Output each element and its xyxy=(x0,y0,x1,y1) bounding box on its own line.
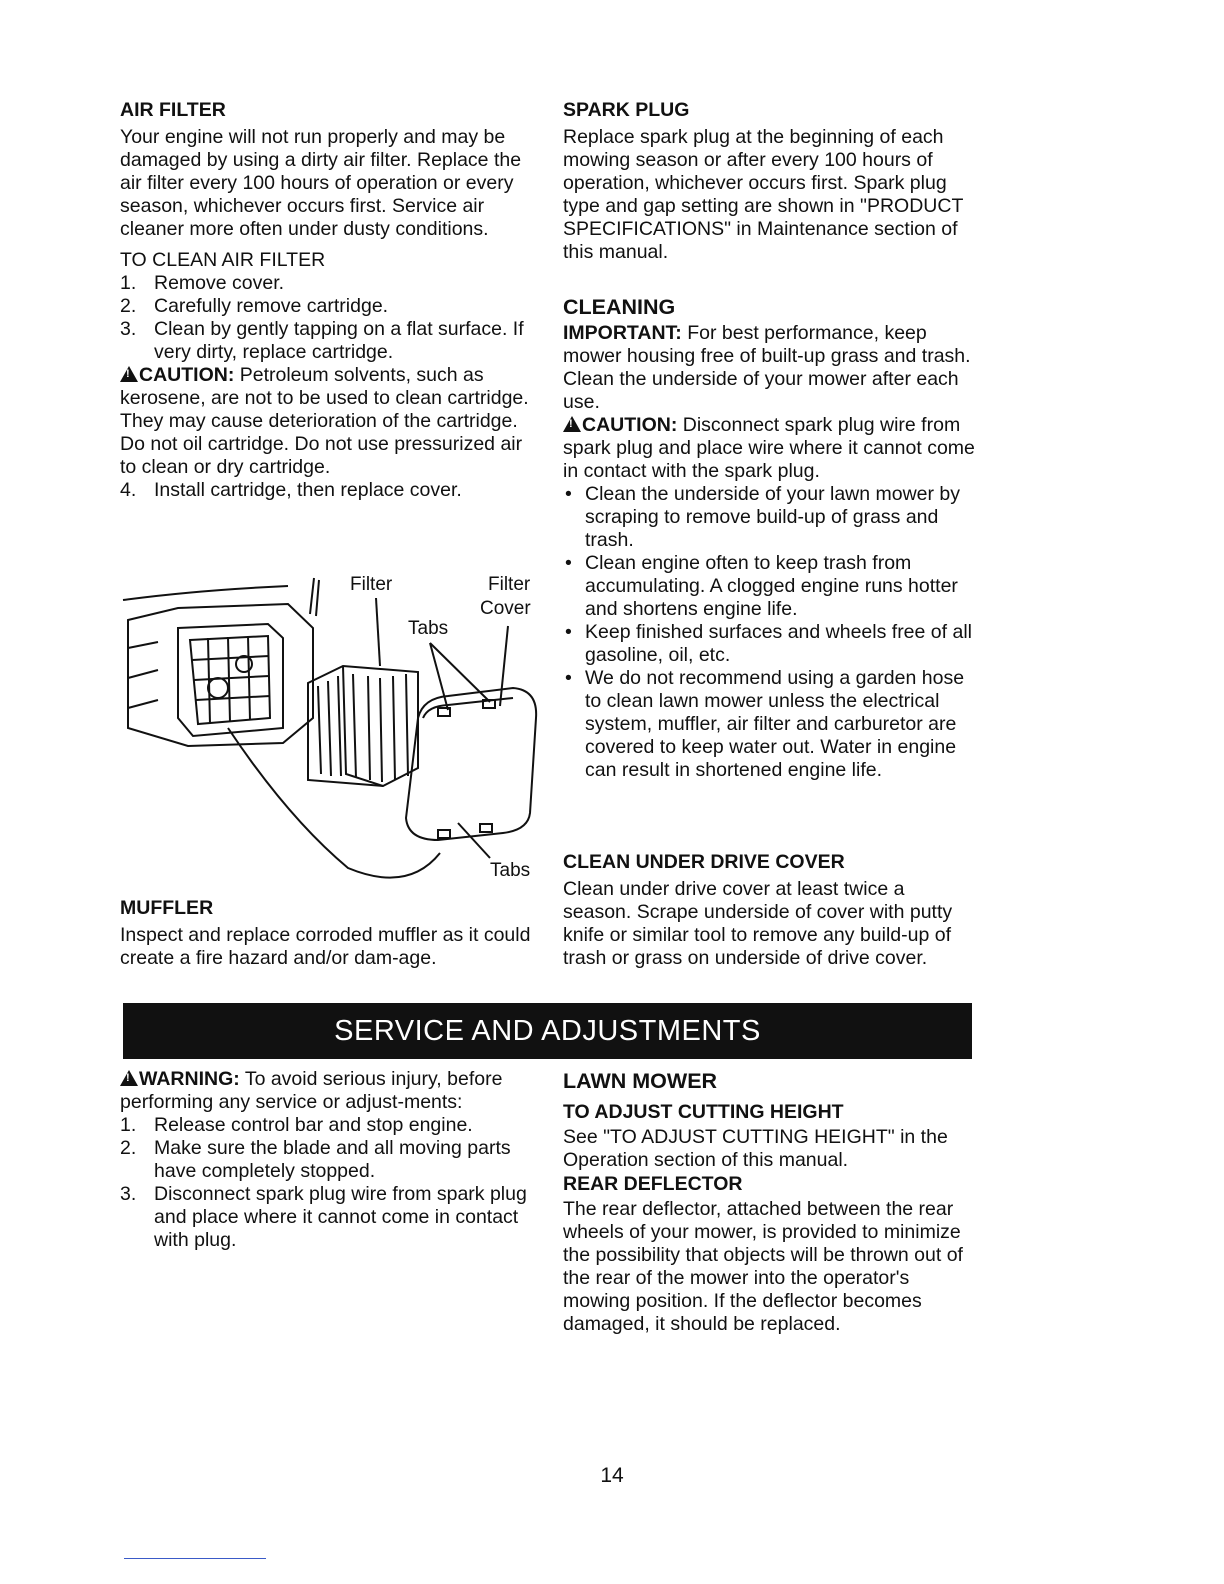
cleaning-section xyxy=(563,294,978,782)
list-item: 4. Install cartridge, then replace cover. xyxy=(120,479,462,501)
drive-cover-text: Clean under drive cover at least twice a season. Scrape underside of cover with putty knife or similar tool to remove any build-up of trash or grass on underside of drive cover. xyxy=(563,878,953,969)
spark-plug-text: Replace spark plug at the beginning of each mowing season or after every 100 hours of operation, whichever occurs first. Spark plug type and gap setting are shown in "PRODUCT SPECIFICATIONS" in Maintenance section of this manual. xyxy=(563,126,964,263)
cutting-height-text: See "TO ADJUST CUTTING HEIGHT" in the Operation section of this manual. xyxy=(563,1126,948,1171)
clean-air-filter-subheading: TO CLEAN AIR FILTER xyxy=(120,249,326,271)
service-steps xyxy=(120,1114,540,1252)
air-filter-heading: AIR FILTER xyxy=(120,99,226,121)
warning-triangle-icon xyxy=(120,1070,138,1086)
muffler-heading: MUFFLER xyxy=(120,897,214,919)
list-item: 2. Make sure the blade and all moving parts have completely stopped. xyxy=(120,1137,511,1182)
rear-deflector-text: The rear deflector, attached between the rear wheels of your mower, is provided to minimize the possibility that objects will be thrown out of the rear of the mower into the operator's mowing position. If the deflector becomes damaged, it should be replaced. xyxy=(563,1198,963,1335)
air-filter-intro: Your engine will not run properly and may be damaged by using a dirty air filter. Replace the air filter every 100 hours of operation or every season, whichever occurs first. Service air cleaner more often under dusty conditions. xyxy=(120,126,522,240)
list-item: 1. Release control bar and stop engine. xyxy=(120,1114,473,1136)
air-filter-steps xyxy=(120,272,540,364)
list-item: • We do not recommend using a garden hose to clean lawn mower unless the electrical system, muffler, air filter and carburetor are covered to keep water out. Water in engine can result in shortened engine life. xyxy=(565,667,965,781)
rear-deflector-heading: REAR DEFLECTOR xyxy=(563,1173,743,1195)
cleaning-bullets xyxy=(563,483,978,782)
list-item: 2. Carefully remove cartridge. xyxy=(120,295,389,317)
list-item: 3. Disconnect spark plug wire from spark plug and place where it cannot come in contact with plug. xyxy=(120,1183,527,1251)
filter-cover-label-line1: Filter xyxy=(488,574,531,595)
page-number: 14 xyxy=(600,1464,624,1487)
list-item: 1. Remove cover. xyxy=(120,272,285,294)
list-item: • Clean the underside of your lawn mower by scraping to remove build-up of grass and trash. xyxy=(565,483,961,551)
service-adjustments-banner: SERVICE AND ADJUSTMENTS xyxy=(123,1003,972,1059)
air-filter-step-4 xyxy=(120,479,540,502)
drive-cover-section xyxy=(563,850,978,970)
filter-label: Filter xyxy=(350,574,393,595)
lawn-mower-section xyxy=(563,1068,978,1336)
warning-triangle-icon xyxy=(563,416,581,432)
list-item: 3. Clean by gently tapping on a flat surface. If very dirty, replace cartridge. xyxy=(120,318,524,363)
service-warning: !WARNING: To avoid serious injury, before performing any service or adjust-ments: xyxy=(120,1068,540,1114)
filter-cover-label-line2: Cover xyxy=(480,598,531,619)
list-item: • Clean engine often to keep trash from accumulating. A clogged engine runs hotter and shortens engine life. xyxy=(565,552,958,620)
tabs-top-label: Tabs xyxy=(408,618,449,639)
cleaning-heading: CLEANING xyxy=(563,295,676,319)
warning-triangle-icon xyxy=(120,366,138,382)
tabs-bottom-label: Tabs xyxy=(490,860,531,881)
service-warning-section xyxy=(120,1068,540,1252)
cutting-height-heading: TO ADJUST CUTTING HEIGHT xyxy=(563,1101,844,1123)
cleaning-important: IMPORTANT: For best performance, keep mower housing free of built-up grass and trash. Clean the underside of your mower after each use. xyxy=(563,322,971,413)
spark-plug-section xyxy=(563,98,978,264)
muffler-text: Inspect and replace corroded muffler as it could create a fire hazard and/or dam-age. xyxy=(120,924,531,969)
drive-cover-heading: CLEAN UNDER DRIVE COVER xyxy=(563,851,845,873)
air-filter-caution: !CAUTION: Petroleum solvents, such as kerosene, are not to be used to clean cartridge. They may cause deterioration of the cartridge. Do not oil cartridge. Do not use pressurized air to clean or dry cartridge. xyxy=(120,364,540,479)
muffler-section xyxy=(120,896,540,970)
list-item: • Keep finished surfaces and wheels free of all gasoline, oil, etc. xyxy=(565,621,972,666)
air-filter-section xyxy=(120,98,540,502)
footer-rule xyxy=(124,1558,266,1559)
cleaning-caution: !CAUTION: Disconnect spark plug wire from spark plug and place wire where it cannot come in contact with the spark plug. xyxy=(563,414,978,483)
spark-plug-heading: SPARK PLUG xyxy=(563,99,690,121)
lawn-mower-heading: LAWN MOWER xyxy=(563,1069,718,1093)
air-filter-illustration xyxy=(118,568,543,890)
